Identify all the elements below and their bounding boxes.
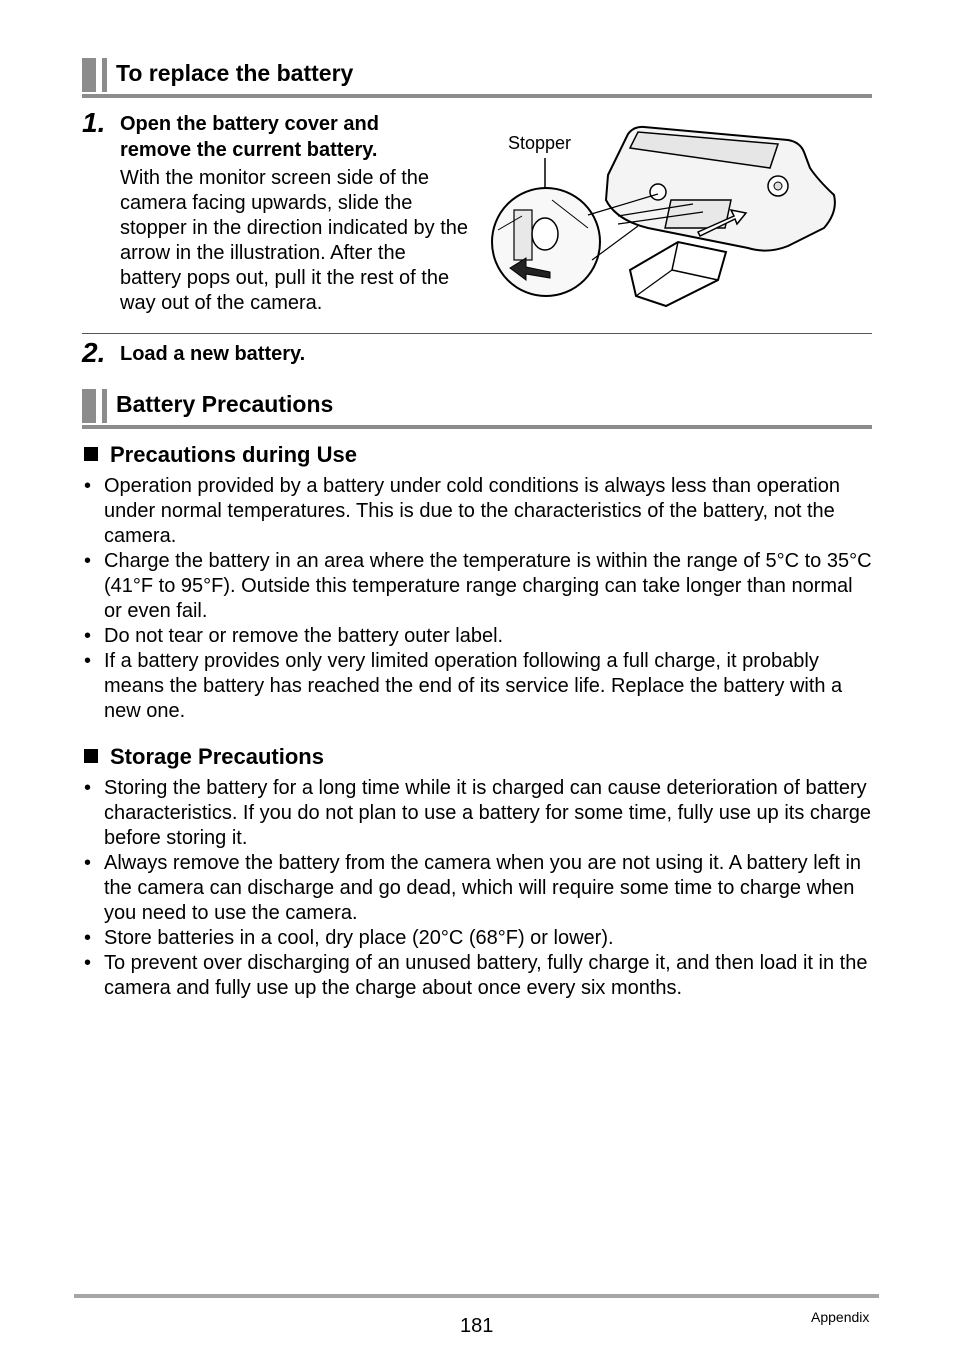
- battery-removal-illustration: [488, 120, 840, 310]
- during-use-list: [84, 474, 874, 724]
- footer-rule: [74, 1294, 879, 1298]
- list-item: • Operation provided by a battery under cold conditions is always less than operation under normal temperatures. This is due to the characteristics of the battery, not the camera.: [84, 474, 874, 549]
- footer-section-label: Appendix: [811, 1309, 870, 1325]
- square-bullet-icon: [84, 447, 98, 461]
- subheading-text: Storage Precautions: [110, 744, 324, 769]
- step-number: 2.: [82, 337, 106, 368]
- list-item: • Always remove the battery from the camera when you are not using it. A battery left in the camera can discharge and go dead, which will require some time to charge when you need to use the camera.: [84, 851, 874, 926]
- list-item: • To prevent over discharging of an unused battery, fully charge it, and then load it in the camera and fully use up the charge about once every six months.: [84, 951, 874, 1001]
- stopper-label: Stopper: [508, 133, 572, 153]
- list-item: • If a battery provides only very limited operation following a full charge, it probably means the battery has reached the end of its service life. Replace the battery with a new one.: [84, 649, 874, 724]
- step-number: 1.: [82, 107, 106, 138]
- section-title: To replace the battery: [116, 60, 354, 86]
- heading-marker: [102, 389, 107, 423]
- subheading-text: Precautions during Use: [110, 442, 357, 467]
- section-heading-battery-precautions: [82, 387, 872, 429]
- square-bullet-icon: [84, 749, 98, 763]
- battery-icon: [630, 242, 726, 306]
- list-item: • Charge the battery in an area where the temperature is within the range of 5°C to 35°C (41°F to 95°F). Outside this temperature range charging can take longer than normal or even fail.: [84, 549, 874, 624]
- section-title: Battery Precautions: [116, 391, 334, 417]
- list-item: • Do not tear or remove the battery outer label.: [84, 624, 874, 649]
- subheading-during-use: [84, 441, 357, 469]
- storage-list: [84, 776, 874, 1001]
- list-item: • Storing the battery for a long time while it is charged can cause deterioration of battery characteristics. If you do not plan to use a battery for some time, fully use up its charge before storing it.: [84, 776, 874, 851]
- step-body: With the monitor screen side of the camera facing upwards, slide the stopper in the direction indicated by the arrow in the illustration. After the battery pops out, pull it the rest of the way out of the camera.: [120, 167, 468, 314]
- section-heading-replace-battery: [82, 56, 872, 98]
- camera-body-icon: [606, 127, 835, 251]
- step-title: Load a new battery.: [120, 343, 306, 365]
- page-number: 181: [460, 1315, 494, 1337]
- subheading-storage: [84, 743, 324, 771]
- divider: [82, 333, 872, 334]
- list-item: • Store batteries in a cool, dry place (20°C (68°F) or lower).: [84, 926, 874, 951]
- heading-marker: [82, 58, 96, 92]
- heading-marker: [82, 389, 96, 423]
- heading-marker: [102, 58, 107, 92]
- step-title: Open the battery cover and remove the current battery.: [120, 113, 379, 161]
